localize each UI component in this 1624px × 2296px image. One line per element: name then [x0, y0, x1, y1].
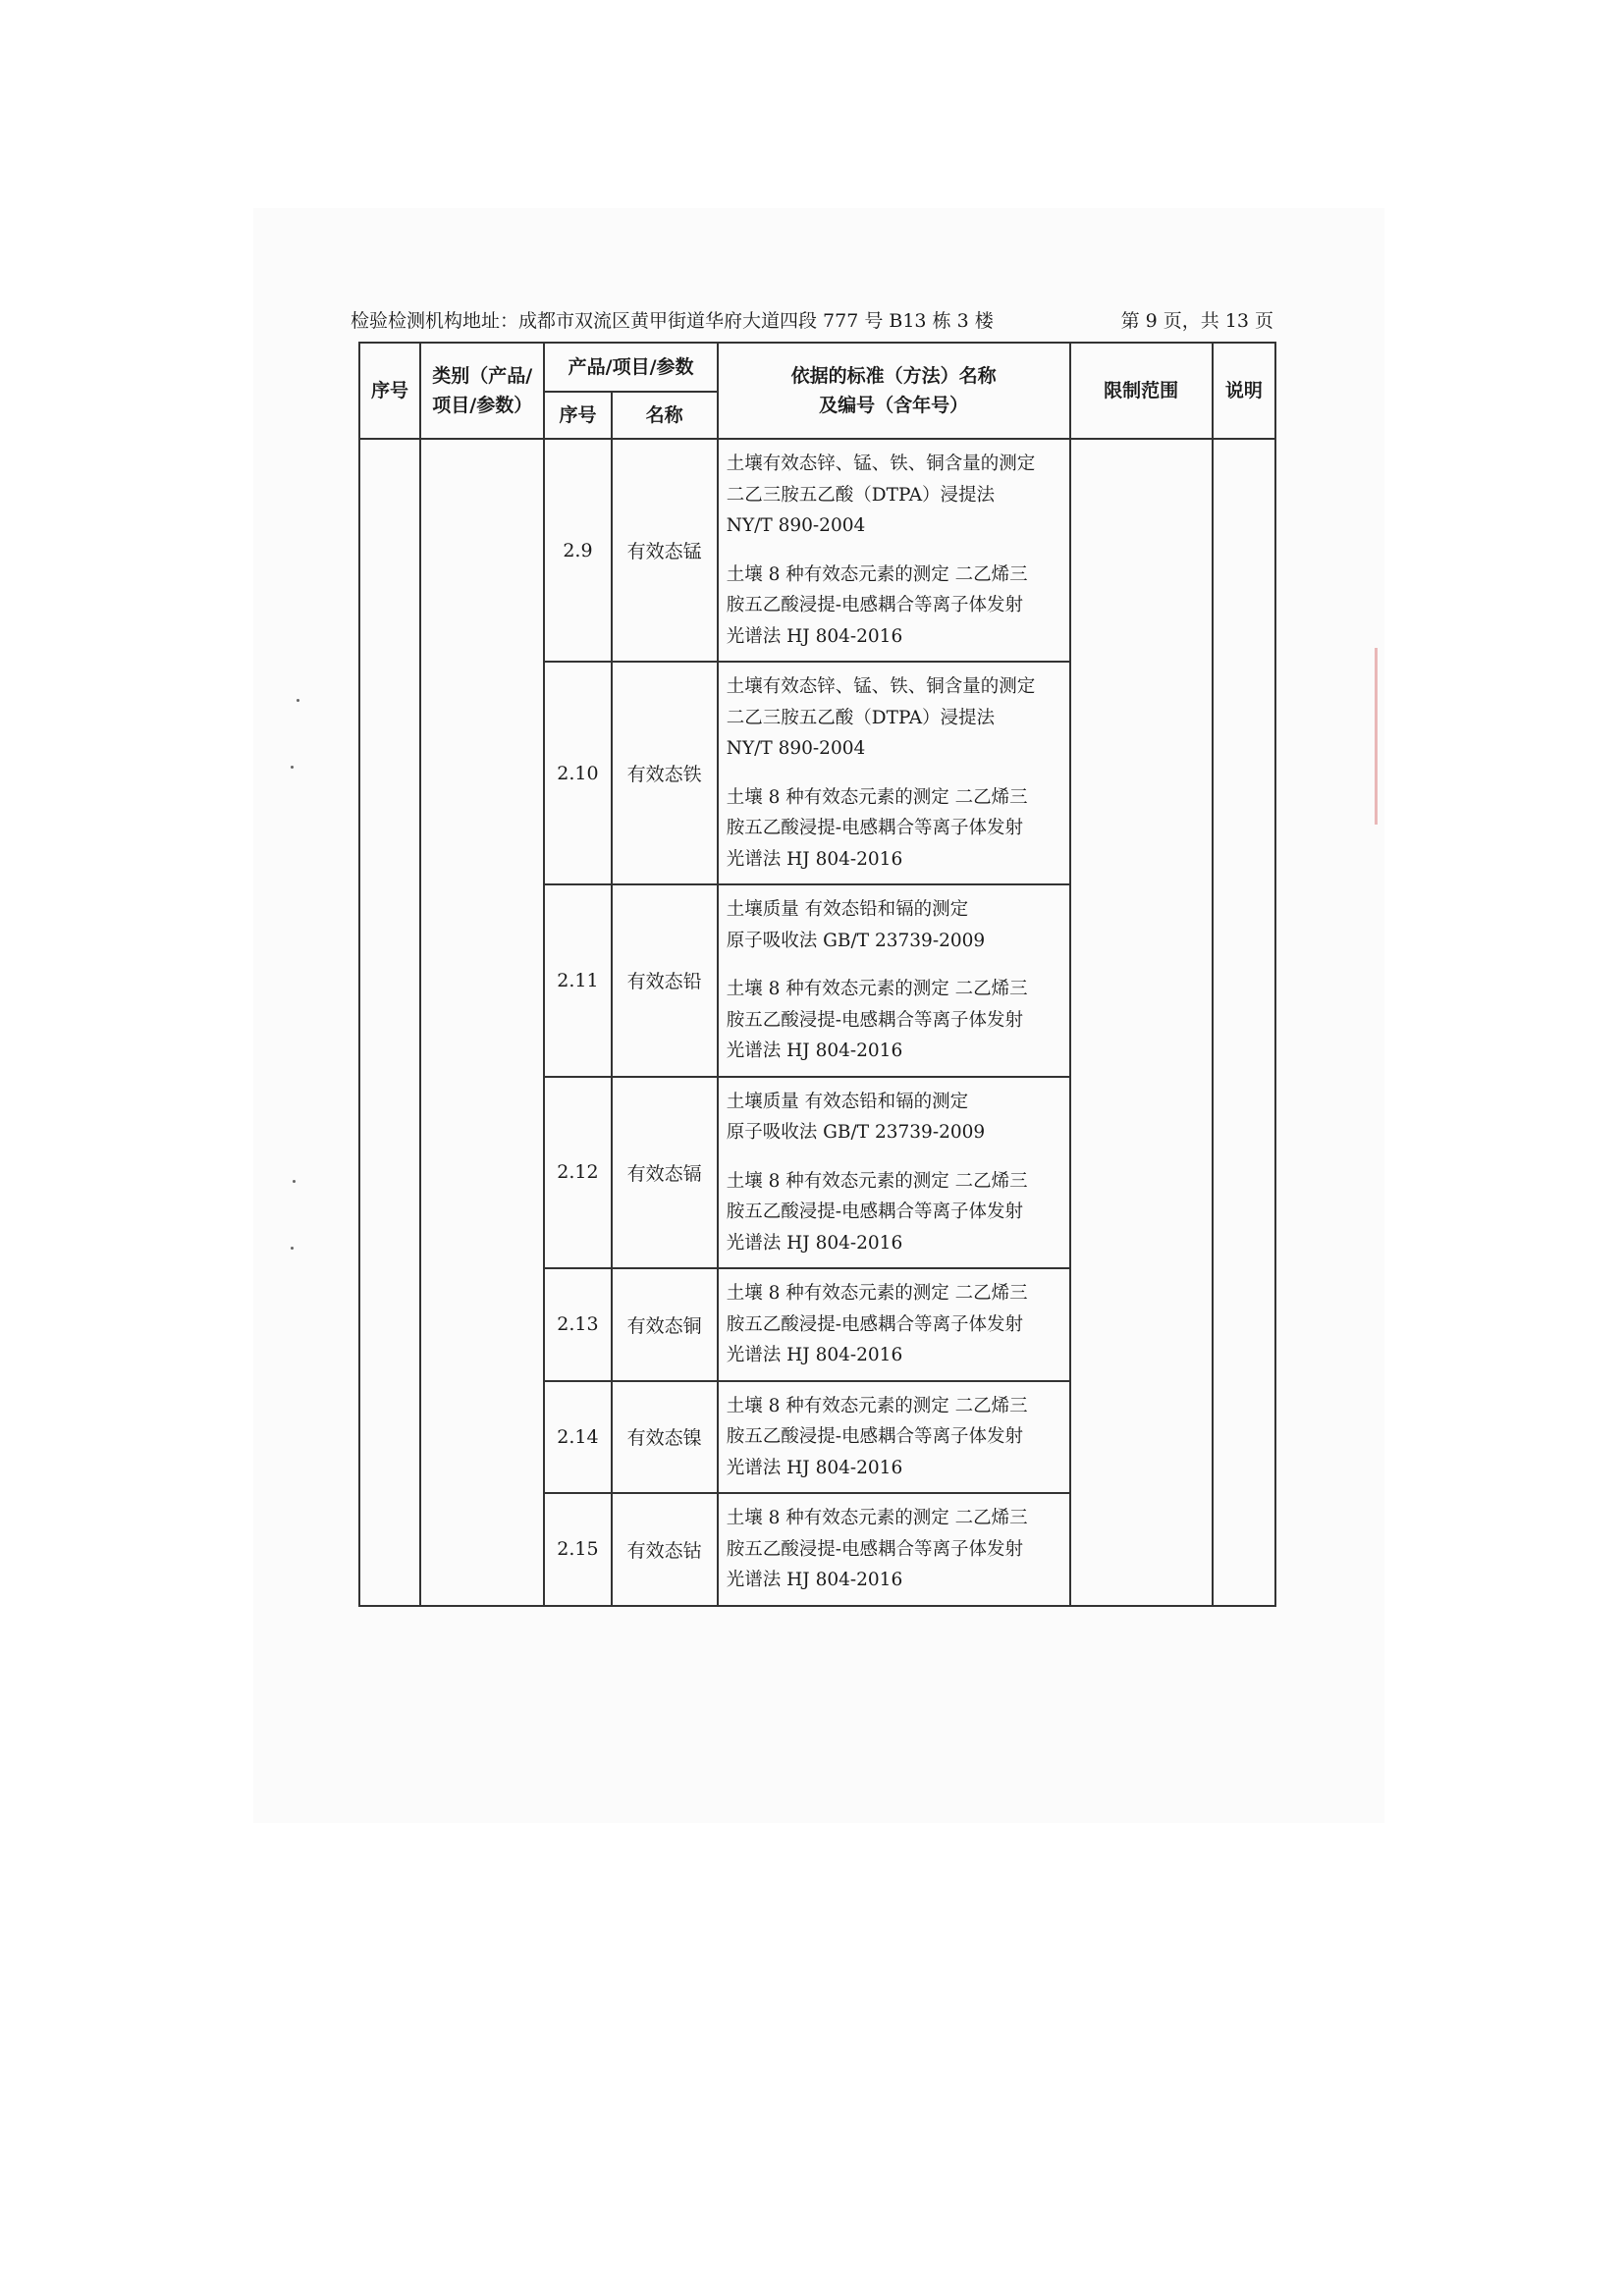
scan-speck: [293, 1180, 296, 1183]
item-number: 2.10: [544, 662, 611, 884]
standard-cell: [718, 1493, 1070, 1606]
header-sub-no: 序号: [544, 392, 611, 439]
item-name: 有效态铅: [612, 884, 718, 1077]
method-line: 土壤 8 种有效态元素的测定 二乙烯三: [726, 786, 1028, 808]
item-name: 有效态锰: [612, 439, 718, 662]
method-line: 胺五乙酸浸提-电感耦合等离子体发射: [726, 1313, 1024, 1335]
method-block: [727, 1494, 1065, 1605]
method-block: [727, 1157, 1065, 1268]
standard-cell: [718, 662, 1070, 884]
method-line: 土壤 8 种有效态元素的测定 二乙烯三: [726, 563, 1028, 585]
limit-cell: [1070, 439, 1213, 1606]
item-name: 有效态钴: [612, 1493, 718, 1606]
scan-speck: [297, 699, 299, 702]
method-line: 胺五乙酸浸提-电感耦合等离子体发射: [726, 595, 1024, 615]
method-line: 二乙三胺五乙酸（DTPA）浸提法: [726, 484, 996, 506]
seq-cell: [359, 439, 420, 1606]
method-line: 光谱法 HJ 804-2016: [726, 1232, 903, 1254]
method-line: 土壤质量 有效态铅和镉的测定: [726, 899, 969, 920]
method-line: 光谱法 HJ 804-2016: [726, 1041, 903, 1061]
method-line: 土壤 8 种有效态元素的测定 二乙烯三: [726, 1395, 1028, 1416]
method-block: [727, 1382, 1065, 1493]
method-block: [727, 663, 1065, 774]
header-standard: [718, 343, 1070, 439]
method-line: 胺五乙酸浸提-电感耦合等离子体发射: [726, 1201, 1024, 1222]
standard-cell: [718, 439, 1070, 662]
method-line: 光谱法 HJ 804-2016: [726, 1570, 903, 1590]
standard-cell: [718, 884, 1070, 1077]
scan-speck: [291, 1247, 294, 1250]
method-line: NY/T 890-2004: [726, 515, 866, 536]
method-line: 光谱法 HJ 804-2016: [726, 625, 903, 647]
item-number: 2.13: [544, 1268, 611, 1381]
method-block: [727, 1269, 1065, 1380]
method-block: [727, 440, 1065, 551]
method-line: 土壤有效态锌、锰、铁、铜含量的测定: [726, 676, 1036, 697]
header-limit: 限制范围: [1070, 343, 1213, 439]
item-number: 2.9: [544, 439, 611, 662]
lab-address: 检验检测机构地址：成都市双流区黄甲街道华府大道四段 777 号 B13 栋 3 楼: [351, 310, 994, 332]
method-line: 光谱法 HJ 804-2016: [726, 1457, 903, 1478]
scan-speck: [291, 766, 294, 769]
method-line: 胺五乙酸浸提-电感耦合等离子体发射: [726, 1009, 1024, 1031]
item-name: 有效态镍: [612, 1381, 718, 1494]
standard-cell: [718, 1268, 1070, 1381]
table-row: [359, 439, 1275, 662]
header-category-line2: 项目/参数）: [432, 395, 533, 416]
method-block: [727, 551, 1065, 662]
item-name: 有效态镉: [612, 1077, 718, 1269]
method-block: [727, 774, 1065, 884]
header-category: [420, 343, 544, 439]
note-cell: [1213, 439, 1275, 1606]
item-name: 有效态铁: [612, 662, 718, 884]
header-standard-line2: 及编号（含年号）: [819, 395, 969, 416]
header-seq: 序号: [359, 343, 420, 439]
table-body: [359, 439, 1275, 1606]
category-cell: [420, 439, 544, 1606]
seal-stamp-edge: [1361, 648, 1378, 825]
header-category-line1: 类别（产品/: [432, 365, 533, 387]
method-line: 二乙三胺五乙酸（DTPA）浸提法: [726, 707, 996, 728]
method-line: 土壤 8 种有效态元素的测定 二乙烯三: [726, 1170, 1028, 1192]
item-number: 2.11: [544, 884, 611, 1077]
page-number: 第 9 页，共 13 页: [1120, 310, 1273, 332]
method-line: 光谱法 HJ 804-2016: [726, 848, 903, 870]
method-block: [727, 885, 1065, 965]
method-line: 胺五乙酸浸提-电感耦合等离子体发射: [726, 1538, 1024, 1560]
method-line: 土壤质量 有效态铅和镉的测定: [726, 1091, 969, 1112]
method-block: [727, 965, 1065, 1076]
method-line: 胺五乙酸浸提-电感耦合等离子体发射: [726, 818, 1024, 838]
method-line: 土壤有效态锌、锰、铁、铜含量的测定: [726, 454, 1036, 474]
method-block: [727, 1078, 1065, 1157]
method-line: 原子吸收法 GB/T 23739-2009: [726, 1122, 986, 1143]
method-line: 土壤 8 种有效态元素的测定 二乙烯三: [726, 1508, 1028, 1528]
item-name: 有效态铜: [612, 1268, 718, 1381]
method-line: 胺五乙酸浸提-电感耦合等离子体发射: [726, 1426, 1024, 1447]
method-line: 土壤 8 种有效态元素的测定 二乙烯三: [726, 979, 1028, 999]
item-number: 2.12: [544, 1077, 611, 1269]
method-line: 光谱法 HJ 804-2016: [726, 1345, 903, 1365]
header-note: 说明: [1213, 343, 1275, 439]
accreditation-table: [358, 342, 1276, 1607]
standard-cell: [718, 1381, 1070, 1494]
header-product-group: 产品/项目/参数: [544, 343, 717, 392]
method-line: NY/T 890-2004: [726, 738, 866, 759]
document-header: [351, 306, 1273, 336]
method-line: 原子吸收法 GB/T 23739-2009: [726, 930, 986, 951]
header-standard-line1: 依据的标准（方法）名称: [790, 365, 997, 387]
item-number: 2.15: [544, 1493, 611, 1606]
method-line: 土壤 8 种有效态元素的测定 二乙烯三: [726, 1283, 1028, 1304]
header-sub-name: 名称: [612, 392, 718, 439]
standard-cell: [718, 1077, 1070, 1269]
item-number: 2.14: [544, 1381, 611, 1494]
